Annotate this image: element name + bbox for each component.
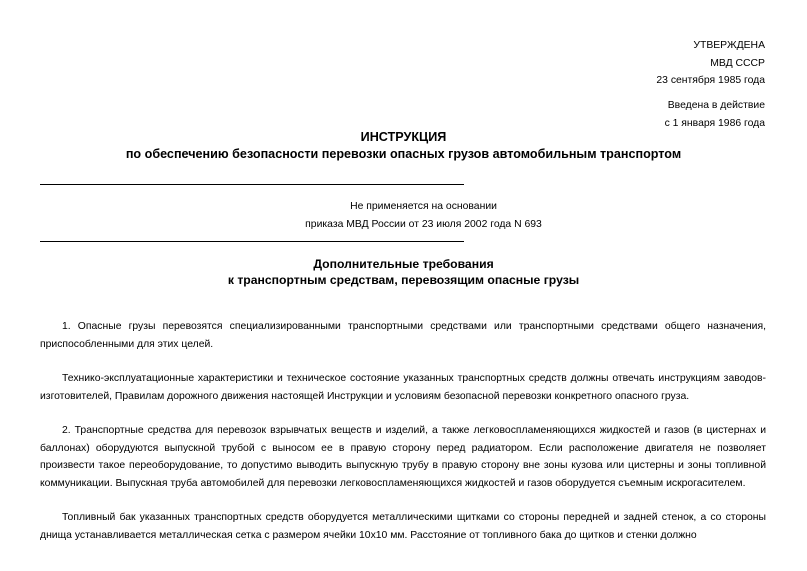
section-heading-line-1: Дополнительные требования: [313, 257, 494, 271]
status-note-line-1: Не применяется на основании: [350, 201, 497, 212]
document-title: [0, 129, 807, 163]
title-subheading: по обеспечению безопасности перевозки опасных грузов автомобильным транспортом: [125, 147, 682, 161]
effective-line-1: Введена в действие: [667, 100, 765, 111]
paragraph: 1. Опасные грузы перевозятся специализированными транспортными средствами или транспортными средствами общего назначения, приспособленными для этих целей.: [40, 321, 766, 350]
paragraph: 2. Транспортные средства для перевозок взрывчатых веществ и изделий, а также легковоспламеняющихся жидкостей и газов (в цистернах и баллонах) оборудуются выпускной трубой с выносом ее в правую сторону перед радиатором. Если расположение двигателя не позволяет произвести такое переоборудование, то допустимо выводить выпускную трубу в правую сторону вне зоны кузова или цистерны и зоны топливной коммуникации. Выпускная труба автомобилей для перевозки легковоспламеняющихся жидкостей и газов оборудуется съемным искрогасителем.: [40, 425, 766, 489]
section-heading: [0, 256, 807, 288]
divider-top: [40, 184, 464, 185]
paragraph: Технико-эксплуатационные характеристики и техническое состояние указанных транспортных средств должны отвечать инструкциям заводов-изготовителей, Правилам дорожного движения настоящей Инструкции и условиям безопасной перевозки конкретного опасного груза.: [40, 373, 766, 402]
status-note: [40, 198, 807, 233]
paragraph: Топливный бак указанных транспортных средств оборудуется металлическими щитками со стороны передней и задней стенок, а со стороны днища устанавливается металлическая сетка с размером ячейки 10x10 мм. Расстояние от топливного бака до щитков и стенки должно: [40, 512, 766, 541]
divider-bottom: [40, 241, 464, 242]
approval-line-1: УТВЕРЖДЕНА: [693, 40, 765, 51]
approval-date: 23 сентября 1985 года: [656, 75, 765, 86]
effective-date-block: [665, 97, 765, 132]
section-heading-line-2: к транспортным средствам, перевозящим опасные грузы: [227, 273, 580, 287]
status-note-line-2: приказа МВД России от 23 июля 2002 года N 693: [305, 218, 542, 230]
document-body: [40, 318, 766, 561]
title-heading: ИНСТРУКЦИЯ: [360, 130, 447, 144]
approval-block: [656, 37, 765, 90]
effective-date: с 1 января 1986 года: [664, 117, 765, 129]
approval-line-2: МВД СССР: [710, 57, 765, 69]
